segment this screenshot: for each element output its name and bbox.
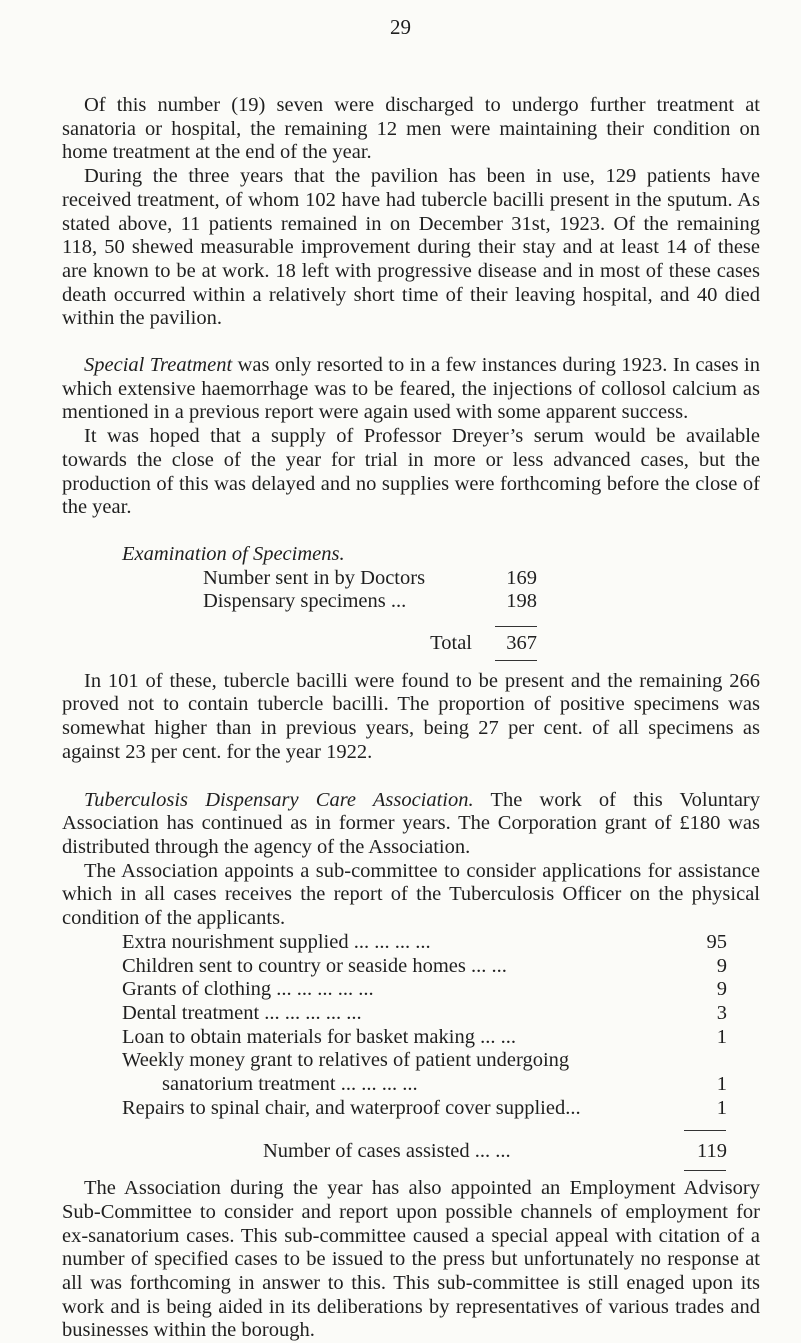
assistance-row [122, 1049, 727, 1073]
assistance-total-label: Number of cases assisted ... ... [263, 1140, 511, 1163]
paragraph-results: In 101 of these, tubercle bacilli were found to be present and the remaining 266 proved not to contain tubercle bacilli. The proportion of positive specimens was somewhat higher than in previous years, being 27 per cent. of all specimens as against 23 per cent. for the year 1922. [62, 669, 760, 763]
paragraph-care-association [62, 789, 760, 860]
specimens-row [203, 567, 603, 591]
assistance-table [122, 931, 727, 1164]
specimens-row-label: Dispensary specimens ... [203, 590, 407, 613]
paragraph-dreyer-serum: It was hoped that a supply of Professor Dreyer’s serum would be available towards the close of the year for trial in more or less advanced cases, but the production of this was delayed and no supplies were forthcoming before the close of the year. [62, 425, 760, 519]
special-treatment-text: was only resorted to in a few instances during 1923. In cases in which extensive haemorrhage was to be feared, the injections of collosol calcium as mentioned in a previous report were again used with some apparent success. [62, 354, 760, 424]
specimens-row-label: Number sent in by Doctors [203, 566, 426, 589]
assistance-row [122, 1026, 727, 1050]
page-number: 29 [390, 15, 411, 39]
care-association-heading: Tuberculosis Dispensary Care Association. [84, 788, 474, 811]
assistance-total-row [122, 1140, 727, 1164]
assistance-row-label: Repairs to spinal chair, and waterproof cover supplied... [122, 1096, 581, 1119]
assistance-row [122, 1073, 727, 1097]
assistance-row-label: Grants of clothing ... ... ... ... ... [122, 978, 374, 1001]
specimens-row [203, 590, 603, 614]
specimens-total-row [203, 632, 603, 656]
assistance-row [122, 931, 727, 955]
assistance-row-value [687, 1049, 727, 1073]
assistance-row-label: Weekly money grant to relatives of patient undergoing [122, 1049, 570, 1072]
paragraph-sub-committee: The Association appoints a sub-committee to consider applications for assistance which in all cases receives the report of the Tuberculosis Officer on the physical condition of the applicants. [62, 859, 760, 930]
assistance-row-label: Loan to obtain materials for basket making ... ... [122, 1025, 516, 1048]
assistance-row-value: 1 [716, 1096, 727, 1119]
assistance-row-label: Extra nourishment supplied ... ... ... ... [122, 930, 431, 953]
assistance-row [122, 1097, 727, 1121]
specimens-total-label: Total [430, 632, 472, 655]
assistance-row-label: Dental treatment ... ... ... ... ... [122, 1001, 362, 1024]
assistance-row-value: 95 [706, 930, 727, 953]
assistance-row-value: 1 [716, 1073, 727, 1096]
assistance-row [122, 978, 727, 1002]
specimens-table [203, 567, 603, 656]
assistance-row-label: sanatorium treatment ... ... ... ... [162, 1073, 418, 1096]
assistance-row-value: 9 [716, 954, 727, 977]
assistance-row [122, 1002, 727, 1026]
specimens-row-value: 198 [506, 590, 537, 613]
specimens-heading: Examination of Specimens. [122, 542, 345, 565]
assistance-total-value: 119 [697, 1140, 727, 1163]
paragraph-special-treatment [62, 354, 760, 425]
paragraph-pavilion: During the three years that the pavilion has been in use, 129 patients have received treatment, of whom 102 have had tubercle bacilli present in the sputum. As stated above, 11 patients remained in on December 31st, 1923. Of the remaining 118, 50 shewed measurable improvement during their stay and at least 14 of these are known to be at work. 18 left with progressive disease and in most of these cases death occurred within a relatively short time of their leaving hospital, and 40 died within the pavilion. [62, 165, 760, 330]
paragraph-employment: The Association during the year has also appointed an Employment Advisory Sub-Committee to consider and report upon possible channels of employment for ex-sanatorium cases. This sub-committee caused a special appeal with citation of a number of specified cases to be issued to the press but unfortunately no response at all was forthcoming in answer to this. This sub-committee is still enaged upon its work and is being aided in its deliberations by representatives of various trades and businesses within the borough. [62, 1177, 760, 1342]
assistance-row-value: 3 [716, 1001, 727, 1024]
paragraph-discharged: Of this number (19) seven were discharged to undergo further treatment at sanatoria or hospital, the remaining 12 men were maintaining their condition on home treatment at the end of the year. [62, 94, 760, 164]
page-body [62, 94, 760, 1343]
assistance-row-label: Children sent to country or seaside homes ... ... [122, 954, 507, 977]
assistance-row [122, 955, 727, 979]
special-treatment-heading: Special Treatment [84, 354, 233, 377]
assistance-row-value: 1 [716, 1025, 727, 1048]
care-association-text: The work of this Voluntary Association has continued as in former years. The Corporation grant of £180 was distributed through the agency of the Association. [62, 788, 761, 858]
assistance-row-value: 9 [716, 978, 727, 1001]
specimens-total-value: 367 [506, 632, 537, 655]
specimens-row-value: 169 [506, 566, 537, 589]
